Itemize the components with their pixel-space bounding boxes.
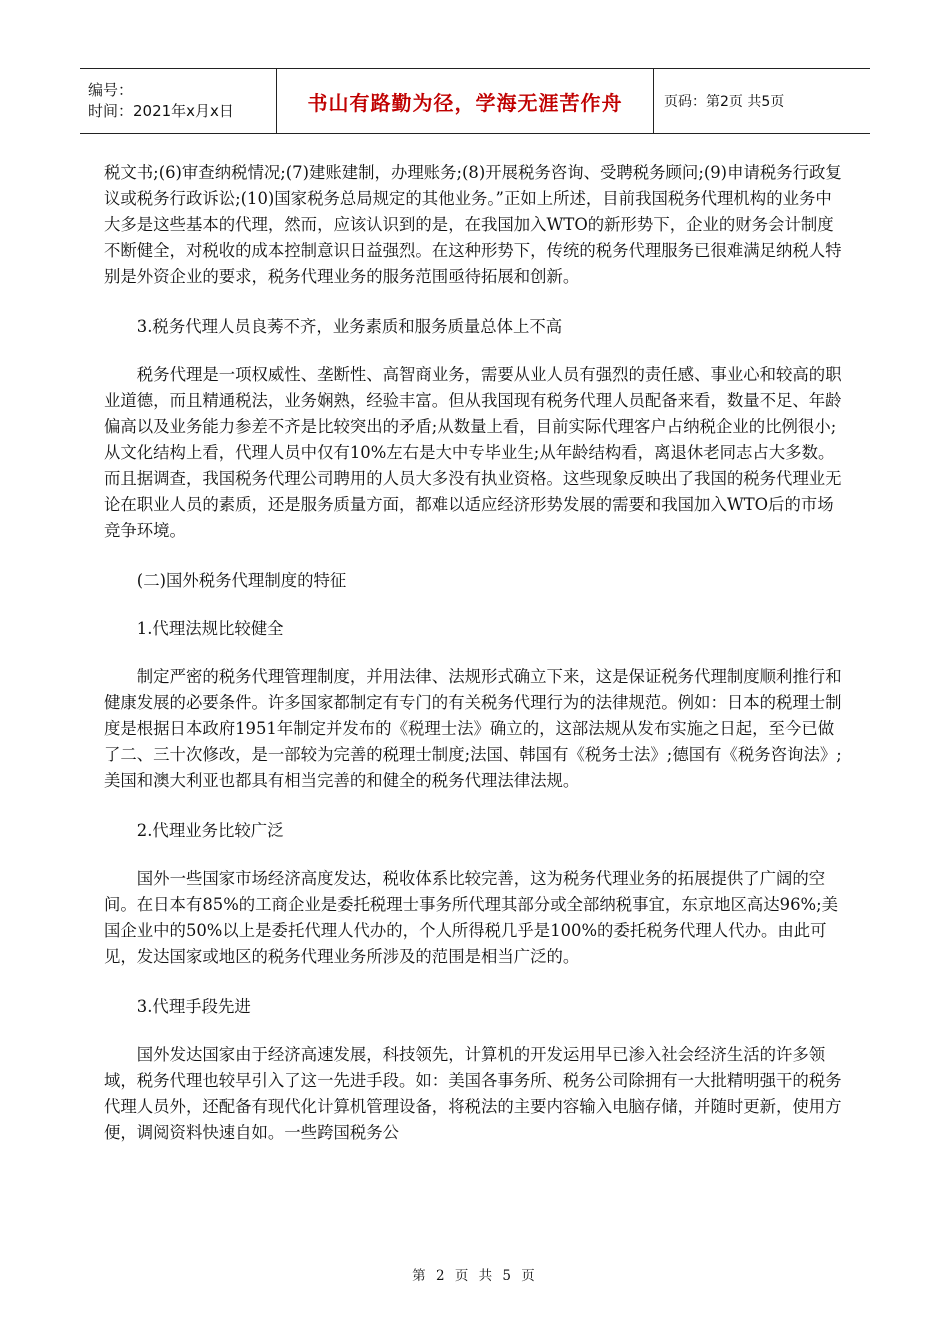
body-paragraph: 国外发达国家由于经济高速发展，科技领先，计算机的开发运用早已渗入社会经济生活的许多领域，税务代理也较早引入了这一先进手段。如：美国各事务所、税务公司除拥有一大批精明强干的税务代理人员外，还配备有现代化计算机管理设备，将税法的主要内容输入电脑存储，并随时更新，使用方便，调阅资料快速自如。一些跨国税务公	[104, 1045, 842, 1142]
header-page-cell	[654, 69, 870, 133]
section-heading: 3.代理手段先进	[136, 997, 251, 1016]
section-heading: 2.代理业务比较广泛	[136, 821, 284, 840]
document-body	[104, 160, 844, 1170]
header-motto-cell	[277, 69, 654, 133]
page-header	[80, 68, 870, 134]
header-meta	[80, 69, 277, 133]
section-heading: 1.代理法规比较健全	[136, 619, 284, 638]
section-heading: 3.税务代理人员良莠不齐，业务素质和服务质量总体上不高	[136, 317, 563, 336]
body-paragraph: 国外一些国家市场经济高度发达，税收体系比较完善，这为税务代理业务的拓展提供了广阔的空间。在日本有85%的工商企业是委托税理士事务所代理其部分或全部纳税事宜，东京地区高达96%;美国企业中的50%以上是委托代理人代办的，个人所得税几乎是100%的委托税务代理人代办。由此可见，发达国家或地区的税务代理业务所涉及的范围是相当广泛的。	[104, 869, 839, 966]
header-page-number: 页码：第2页 共5页	[664, 94, 785, 110]
document-number-label: 编号：	[88, 81, 134, 99]
body-paragraph: 税文书;(6)审查纳税情况;(7)建账建制，办理账务;(8)开展税务咨询、受聘税务顾问;(9)申请税务行政复议或税务行政诉讼;(10)国家税务总局规定的其他业务。”正如上所述，目前我国税务代理机构的业务中大多是这些基本的代理，然而，应该认识到的是，在我国加入WTO的新形势下，企业的财务会计制度不断健全，对税收的成本控制意识日益强烈。在这种形势下，传统的税务代理服务已很难满足纳税人特别是外资企业的要求，税务代理业务的服务范围亟待拓展和创新。	[104, 163, 842, 286]
header-motto: 书山有路勤为径，学海无涯苦作舟	[307, 90, 623, 115]
body-paragraph: 税务代理是一项权威性、垄断性、高智商业务，需要从业人员有强烈的责任感、事业心和较高的职业道德，而且精通税法，业务娴熟，经验丰富。但从我国现有税务代理人员配备来看，数量不足、年龄偏高以及业务能力参差不齐是比较突出的矛盾;从数量上看，目前实际代理客户占纳税企业的比例很小;从文化结构上看，代理人员中仅有10%左右是大中专毕业生;从年龄结构看，离退休老同志占大多数。而且据调查，我国税务代理公司聘用的人员大多没有执业资格。这些现象反映出了我国的税务代理业无论在职业人员的素质，还是服务质量方面，都难以适应经济形势发展的需要和我国加入WTO后的市场竞争环境。	[104, 365, 842, 540]
page-footer: 第 2 页 共 5 页	[412, 1268, 538, 1284]
section-heading: (二)国外税务代理制度的特征	[136, 571, 347, 590]
body-paragraph: 制定严密的税务代理管理制度，并用法律、法规形式确立下来，这是保证税务代理制度顺利推行和健康发展的必要条件。许多国家都制定有专门的有关税务代理行为的法律规范。例如：日本的税理士制度是根据日本政府1951年制定并发布的《税理士法》确立的，这部法规从发布实施之日起，至今已做了二、三十次修改，是一部较为完善的税理士制度;法国、韩国有《税务士法》;德国有《税务咨询法》;美国和澳大利亚也都具有相当完善的和健全的税务代理法律法规。	[104, 667, 842, 790]
document-time-label: 时间：2021年x月x日	[88, 102, 234, 120]
